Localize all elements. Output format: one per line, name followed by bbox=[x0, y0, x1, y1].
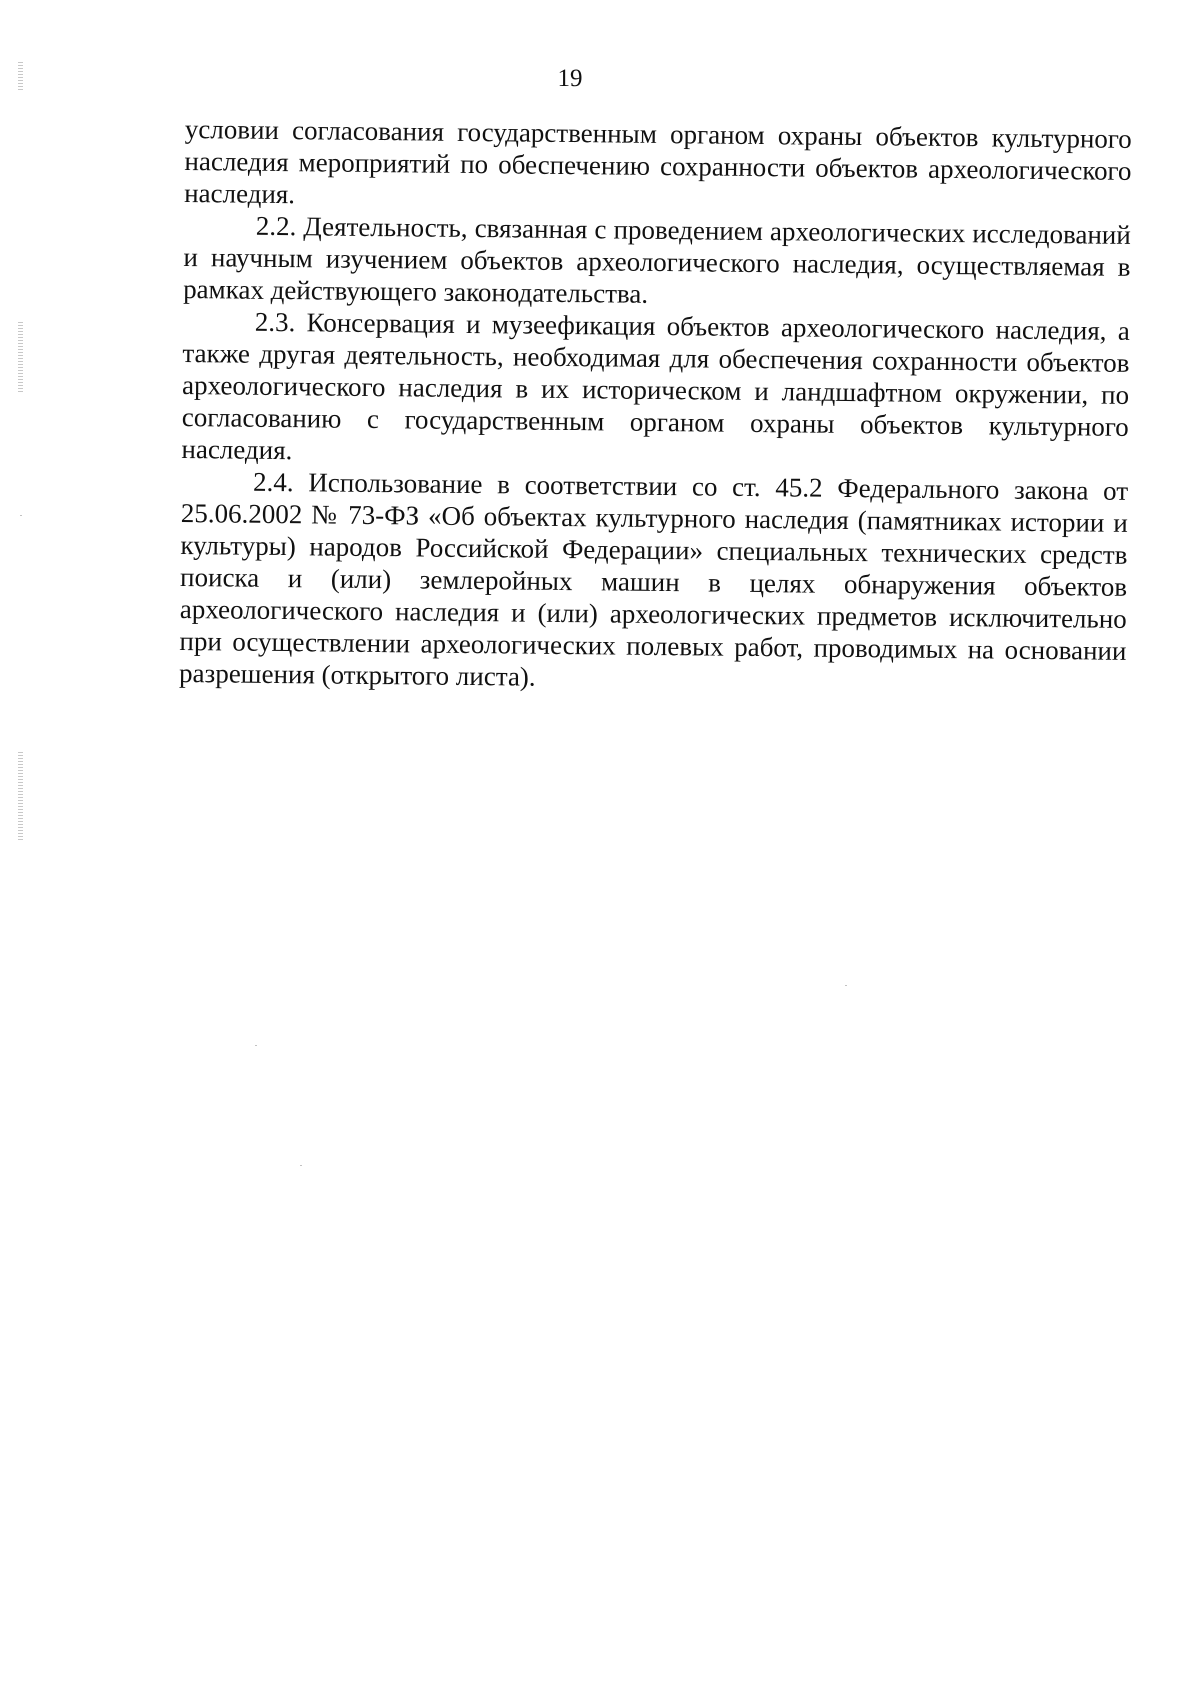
page-number: 19 bbox=[557, 65, 583, 92]
paragraph-2-3: 2.3. Консервация и музеефикация объектов археологического наследия, а также другая деятельность, необходимая для обеспечения сохранности объектов археологического наследия в их историческом и ландшафтном окружении, по согласованию с государственным органом охраны объектов культурного наследия. bbox=[181, 306, 1130, 466]
document-body bbox=[179, 113, 1132, 699]
scan-artifact bbox=[18, 322, 23, 392]
paragraph-2-4: 2.4. Использование в соответствии со ст. 45.2 Федерального закона от 25.06.2002 № 73-ФЗ «Об объектах культурного наследия (памятниках истории и культуры) народов Российской Федерации» специальных технических средств поиска и (или) землеройных машин в целях обнаружения объектов археологического наследия и (или) археологических предметов исключительно при осуществлении археологических полевых работ, проводимых на основании разрешения (открытого листа). bbox=[178, 466, 1129, 692]
scan-speck bbox=[20, 515, 22, 516]
scan-speck bbox=[300, 1165, 302, 1166]
paragraph-2-2: 2.2. Деятельность, связанная с проведением археологических исследований и научным изучением объектов археологического наследия, осуществляемая в рамках действующего законодательства. bbox=[182, 210, 1131, 309]
scan-artifact bbox=[18, 752, 23, 842]
scan-speck bbox=[845, 985, 847, 986]
scan-speck bbox=[255, 1045, 257, 1046]
paragraph-continuation: условии согласования государственным органом охраны объектов культурного наследия мероприятий по обеспечению сохранности объектов археологического наследия. bbox=[184, 113, 1132, 210]
